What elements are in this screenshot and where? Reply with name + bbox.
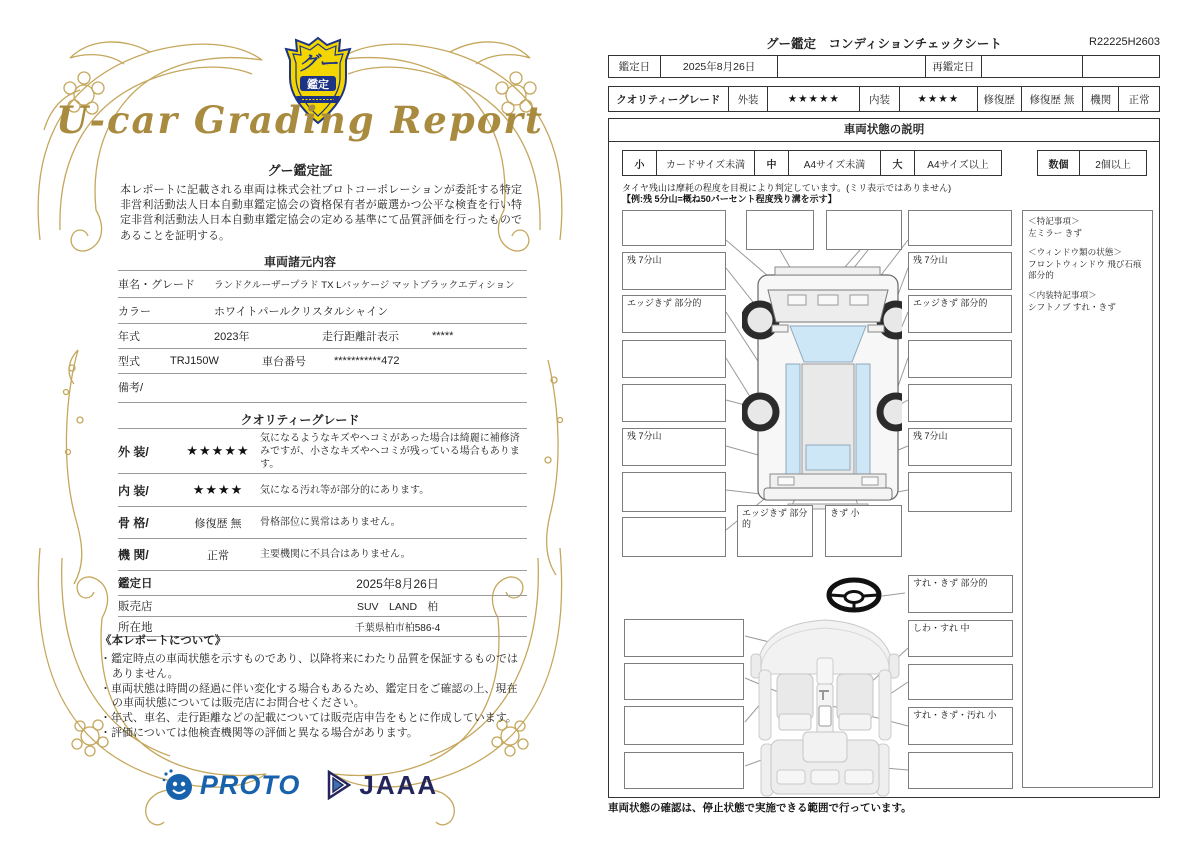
interior-note-box [908,664,1013,700]
interior-note-box: すれ・きず 部分的 [908,575,1013,613]
qg-label: クオリティーグレード [609,87,729,111]
grade-section-title: クオリティーグレード [240,413,360,427]
size-mid-key: 中 [755,151,789,175]
exterior-note-box [622,384,726,422]
exterior-note-box [908,472,1012,512]
interior-note-box [908,752,1013,789]
engine-desc: 主要機関に不具合はありません。 [260,549,411,560]
address-value: 千葉県柏市柏586-4 [354,623,441,634]
exterior-note-box [908,384,1012,422]
exterior-note-box: 残 7分山 [908,252,1012,290]
meta-row-dealer [118,595,527,616]
sheet-title: グー鑑定 コンディションチェックシート [766,37,1002,51]
exterior-note-box: きず 小 [825,505,902,557]
spec-model-value: TRJ150W [170,355,219,367]
size-large-val: A4サイズ以上 [927,159,989,171]
spec-odometer-label: 走行距離計表示 [322,331,399,343]
grade-row-interior [118,473,527,506]
grade-row-frame [118,506,527,538]
qg-repair-value: 修復歴 無 [1022,87,1084,111]
interior-note-box [624,752,744,789]
spec-name-label: 車名・グレード [118,279,195,291]
size-small-key: 小 [623,151,657,175]
exterior-note-box: エッジきず 部分的 [737,505,813,557]
count-key: 数個 [1038,151,1080,175]
exterior-stars: ★★★★★ [186,443,250,458]
size-large-key: 大 [881,151,915,175]
quality-grade-table [118,428,527,637]
spec-year-value: 2023年 [214,331,250,343]
vehicle-interior-diagram [745,612,905,798]
badge-top-text: グー [298,53,338,75]
exterior-note-box [622,210,726,246]
exterior-note-box: エッジきず 部分的 [908,295,1012,333]
about-report-notes [100,634,524,741]
about-item: ・評価については他検査機関等の評価と異なる場合があります。 [100,727,418,740]
condition-check-sheet [600,0,1200,848]
condition-section-title: 車両状態の説明 [608,118,1160,142]
interior-desc: 気になる汚れ等が部分的にあります。 [260,484,430,496]
size-mid-val: A4サイズ未満 [789,151,881,175]
exterior-note-box [746,210,814,250]
footer-logos [0,768,600,802]
proto-logo [162,768,301,802]
spec-color-value: ホワイトパールクリスタルシャイン [214,305,389,318]
spec-row-color [118,297,527,323]
exterior-note-box: エッジきず 部分的 [622,295,726,333]
exterior-note-box [622,472,726,512]
spec-row-name [118,270,527,297]
steering-wheel-icon [825,576,883,614]
about-item: ・鑑定時点の車両状態を示すものであり、以降将来にわたり品質を保証するものではありません。 [100,652,518,680]
interior-note-box: すれ・きず・汚れ 小 [908,707,1013,745]
appraisal-date-value: 2025年8月26日 [356,576,439,591]
spec-name-value: ランドクルーザープラド TX Lパッケージ マットブラックエディション [214,280,515,291]
notes-heading: ＜内装特記事項＞ [1028,289,1097,300]
exterior-note-box: 残 7分山 [622,428,726,466]
frame-label: 骨 格/ [118,516,149,530]
qg-engine-value: 正常 [1128,93,1150,106]
spec-remarks-label: 備考/ [118,382,144,394]
interior-note-box: しわ・すれ 中 [908,620,1013,657]
about-title: 《本レポートについて》 [100,635,227,647]
qg-int-label: 内装 [860,87,900,111]
certificate-subtitle: グー鑑定証 [267,163,333,178]
proto-icon [162,768,194,802]
qg-engine-label: 機関 [1083,87,1119,111]
engine-value: 正常 [207,549,229,562]
qg-ext-label: 外装 [729,87,769,111]
interior-label: 内 装/ [118,483,149,498]
meta-row-date [118,570,527,595]
grade-row-exterior [118,428,527,473]
engine-label: 機 関/ [118,548,149,562]
spec-section-title: 車両諸元内容 [263,255,336,269]
spec-year-label: 年式 [118,331,140,343]
report-title: U-car Grading Report [56,98,544,142]
interior-note-box [624,663,744,700]
exterior-note-box: 残 7分山 [908,428,1012,466]
vehicle-top-view-diagram [742,212,902,512]
inspection-scope-note: 車両状態の確認は、停止状態で実施できる範囲で行っています。 [608,802,912,814]
about-item: ・車両状態は時間の経過に伴い変化する場合もあるため、鑑定日をご確認の上、現在の車両状態については販売店にお問合せください。 [100,682,518,710]
spec-odometer-value: ***** [432,330,454,342]
grade-row-engine [118,538,527,570]
tire-note-line2: 【例:残 5分山=概ね50パーセント程度残り溝を示す】 [622,194,837,204]
spec-row-model [118,348,527,373]
notes-body: フロントウィンドウ 飛び石痕 部分的 [1028,258,1142,281]
date-label-cell: 鑑定日 [609,56,661,77]
interior-stars: ★★★★ [192,482,244,497]
badge-bottom-text: 鑑定 [307,79,329,91]
qg-int-stars: ★★★★ [900,87,978,111]
frame-value: 修復歴 無 [194,517,242,530]
dealer-value: SUV LAND 柏 [356,600,439,613]
exterior-note-box [622,517,726,557]
tire-note-line1: タイヤ残山は摩耗の程度を目視により判定しています。(ミリ表示ではありません) [622,183,952,193]
spec-model-label: 型式 [118,356,140,368]
notes-body: 左ミラー きず [1028,227,1082,238]
certificate-statement: 本レポートに記載される車両は株式会社プロトコーポレーションが委託する特定非営利活動法人日本自動車鑑定協会の資格保有者が厳選かつ公平な検査を行い特定非営利活動法人日本自動車鑑定協会の定める基準にて品質評価を行ったものであることを証明する。 [120,184,522,242]
spec-vin-label: 車台番号 [262,356,306,368]
exterior-note-box: 残 7分山 [622,252,726,290]
size-small-val: カードサイズ未満 [657,151,755,175]
qg-ext-stars: ★★★★★ [768,87,860,111]
notes-heading: ＜特記事項＞ [1028,216,1080,226]
notes-body: シフトノブ すれ・きず [1028,301,1116,312]
sheet-code: R22225H2603 [1089,36,1160,48]
special-notes-panel [1022,210,1153,788]
date-value-cell: 2025年8月26日 [661,56,779,77]
jaaa-logo [326,770,438,801]
qg-repair-label: 修復歴 [978,87,1022,111]
jaaa-wordmark: JAAA [359,769,439,800]
frame-desc: 骨格部位に異常はありません。 [260,517,401,528]
count-val: 2個以上 [1095,159,1131,171]
exterior-note-box [622,340,726,378]
jaaa-icon [326,770,352,800]
exterior-note-box [826,210,902,250]
spec-row-year [118,323,527,348]
exterior-label: 外 装/ [118,444,149,459]
spec-row-remarks [118,373,527,403]
about-item: ・年式、車名、走行距離などの記載については販売店申告をもとに作成しています。 [100,712,517,725]
appraisal-date-label: 鑑定日 [118,578,153,590]
vehicle-spec-table [118,270,527,403]
dealer-label: 販売店 [118,601,153,613]
spec-color-label: カラー [118,305,151,318]
redate-label-cell: 再鑑定日 [926,56,982,77]
spec-vin-value: ***********472 [334,355,400,367]
interior-note-box [624,706,744,745]
address-label: 所在地 [118,621,153,634]
exterior-note-box [908,340,1012,378]
proto-wordmark: PROTO [199,769,301,800]
exterior-note-box [908,210,1012,246]
exterior-desc: 気になるようなキズやヘコミがあった場合は綺麗に補修済みですが、小さなキズやヘコミが残っている場合もあります。 [260,432,520,470]
interior-note-box [624,619,744,657]
notes-heading: ＜ウィンドウ類の状態＞ [1028,247,1123,258]
